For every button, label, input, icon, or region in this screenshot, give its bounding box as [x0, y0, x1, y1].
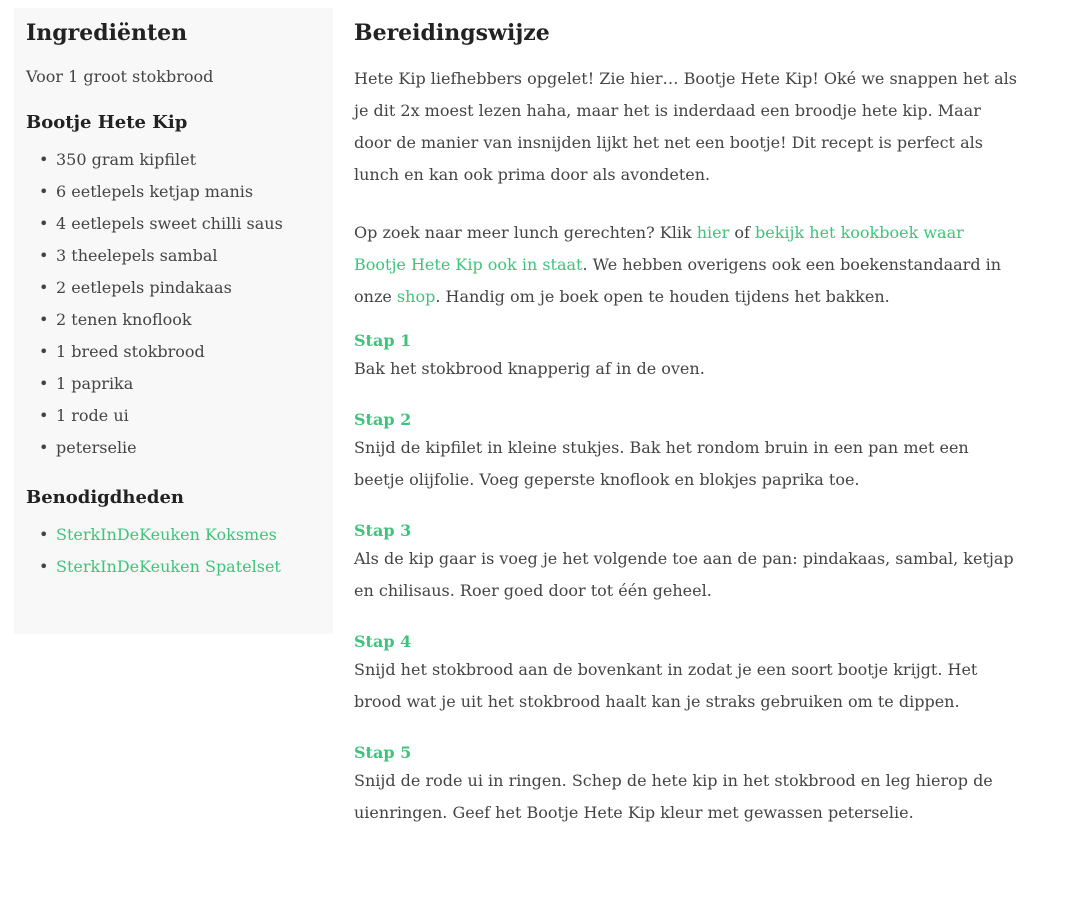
ingredient-item: • 3 theelepels sambal: [56, 240, 321, 272]
instructions-title: Bereidingswijze: [354, 20, 550, 46]
tool-item: [39, 519, 321, 551]
step-text: Bak het stokbrood knapperig af in de oven.: [354, 359, 705, 378]
ingredients-list: [26, 144, 321, 464]
step-title: Stap 2: [354, 410, 412, 429]
more-recipes-paragraph: Op zoek naar meer lunch gerechten? Klik hier of bekijk het kookboek waar Bootje Hete Kip ook in staat. We hebben overigens ook een boekenstandaard in onze shop. Handig om je boek open te houden tijdens het bakken.: [354, 223, 1002, 306]
bullet-icon: •: [39, 525, 49, 544]
shop-link[interactable]: shop: [396, 287, 436, 306]
step-title: Stap 1: [354, 331, 412, 350]
ingredient-item: • 1 rode ui: [56, 400, 321, 432]
step-title: Stap 4: [354, 632, 412, 651]
cookbook-link[interactable]: bekijk het kookboek waar Bootje Hete Kip ook in staat: [354, 223, 964, 274]
tool-link-koksmes[interactable]: SterkInDeKeuken Koksmes: [56, 525, 277, 544]
step-text: Als de kip gaar is voeg je het volgende toe aan de pan: pindakaas, sambal, ketjap en chilisaus. Roer goed door tot één geheel.: [354, 549, 1014, 600]
bullet-icon: •: [39, 438, 49, 457]
bullet-icon: •: [39, 182, 49, 201]
step-text: Snijd de rode ui in ringen. Schep de hete kip in het stokbrood en leg hierop de uienringen. Geef het Bootje Hete Kip kleur met gewassen peterselie.: [354, 771, 993, 822]
ingredients-group-heading: Bootje Hete Kip: [26, 112, 188, 133]
ingredients-sidebar: [14, 8, 333, 634]
tool-item: [39, 551, 321, 583]
step-1: [354, 329, 1020, 385]
ingredient-item: • 2 eetlepels pindakaas: [56, 272, 321, 304]
bullet-icon: •: [39, 557, 49, 576]
step-title: Stap 5: [354, 743, 412, 762]
here-link[interactable]: hier: [696, 223, 730, 242]
bullet-icon: •: [39, 342, 49, 361]
ingredient-item: • 1 paprika: [56, 368, 321, 400]
bullet-icon: •: [39, 278, 49, 297]
tools-heading: Benodigdheden: [26, 487, 185, 508]
step-text: Snijd de kipfilet in kleine stukjes. Bak het rondom bruin in een pan met een beetje olijfolie. Voeg geperste knoflook en blokjes paprika toe.: [354, 438, 969, 489]
bullet-icon: •: [39, 150, 49, 169]
bullet-icon: •: [39, 310, 49, 329]
ingredient-item: • 6 eetlepels ketjap manis: [56, 176, 321, 208]
servings-text: Voor 1 groot stokbrood: [26, 67, 214, 86]
ingredient-item: • 4 eetlepels sweet chilli saus: [56, 208, 321, 240]
bullet-icon: •: [39, 406, 49, 425]
ingredient-item: • 350 gram kipfilet: [56, 144, 321, 176]
step-2: [354, 408, 1020, 496]
tool-link-spatelset[interactable]: SterkInDeKeuken Spatelset: [56, 557, 281, 576]
instructions-section: [354, 18, 1020, 829]
ingredient-item: • 1 breed stokbrood: [56, 336, 321, 368]
step-text: Snijd het stokbrood aan de bovenkant in zodat je een soort bootje krijgt. Het brood wat je uit het stokbrood haalt kan je straks gebruiken om te dippen.: [354, 660, 978, 711]
step-5: [354, 741, 1020, 829]
bullet-icon: •: [39, 246, 49, 265]
ingredient-item: • peterselie: [56, 432, 321, 464]
tools-list: [26, 519, 321, 583]
step-3: [354, 519, 1020, 607]
step-4: [354, 630, 1020, 718]
ingredient-item: • 2 tenen knoflook: [56, 304, 321, 336]
intro-paragraph: Hete Kip liefhebbers opgelet! Zie hier… Bootje Hete Kip! Oké we snappen het als je dit 2x moest lezen haha, maar het is inderdaad een broodje hete kip. Maar door de manier van insnijden lijkt het net een bootje! Dit recept is perfect als lunch en kan ook prima door als avondeten.: [354, 69, 1018, 184]
bullet-icon: •: [39, 374, 49, 393]
step-title: Stap 3: [354, 521, 412, 540]
ingredients-title: Ingrediënten: [26, 20, 188, 46]
bullet-icon: •: [39, 214, 49, 233]
